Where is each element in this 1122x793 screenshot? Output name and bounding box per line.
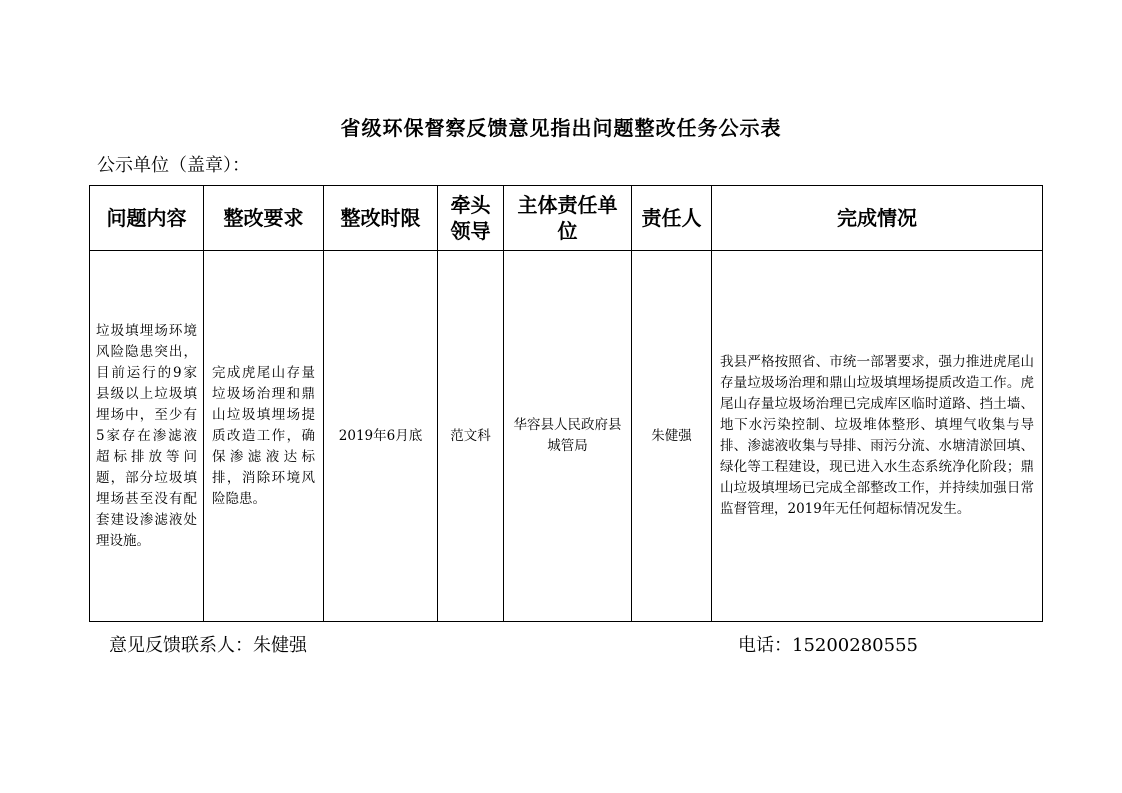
header-unit-text: 主体责任单位: [517, 193, 618, 243]
problem-text: 垃圾填埋场环境风险隐患突出，目前运行的9家县级以上垃圾填埋场中，至少有5家存在渗滤液超标排放等问题，部分垃圾填埋场甚至没有配套建设渗滤液处理设施。: [96, 322, 197, 549]
header-problem: 问题内容: [90, 186, 204, 251]
person-text: 朱健强: [651, 427, 692, 444]
header-person: 责任人: [632, 186, 712, 251]
cell-unit: [504, 251, 632, 622]
cell-requirement: [204, 251, 324, 622]
lead-text: 范文科: [450, 427, 491, 444]
cell-deadline: [324, 251, 438, 622]
cell-person: [632, 251, 712, 622]
header-deadline: 整改时限: [324, 186, 438, 251]
publisher-line: 公示单位（盖章）：: [97, 155, 250, 176]
rectification-table: [89, 185, 1043, 622]
unit-text: 华容县人民政府县城管局: [513, 417, 622, 454]
table-header-row: [90, 186, 1043, 251]
feedback-contact: 意见反馈联系人：朱健强: [109, 635, 307, 656]
header-unit: [504, 186, 632, 251]
requirement-text: 完成虎尾山存量垃圾场治理和鼎山垃圾填埋场提质改造工作，确保渗滤液达标排，消除环境风险隐患。: [212, 364, 315, 507]
header-status: 完成情况: [712, 186, 1043, 251]
document-title: 省级环保督察反馈意见指出问题整改任务公示表: [340, 116, 782, 140]
header-requirement: 整改要求: [204, 186, 324, 251]
contact-phone: 电话：15200280555: [738, 635, 918, 656]
header-lead-text: 牵头领导: [450, 193, 491, 243]
status-text: 我县严格按照省、市统一部署要求，强力推进虎尾山存量垃圾场治理和鼎山垃圾填埋场提质改造工作。虎尾山存量垃圾场治理已完成库区临时道路、挡土墙、地下水污染控制、垃圾堆体整形、填埋气收集与导排、渗滤液收集与导排、雨污分流、水塘清淤回填、绿化等工程建设，现已进入水生态系统净化阶段；鼎山垃圾填埋场已完成全部整改工作，并持续加强日常监督管理，2019年无任何超标情况发生。: [720, 354, 1034, 517]
cell-problem: [90, 251, 204, 622]
table-row: [90, 251, 1043, 622]
header-lead: [438, 186, 504, 251]
deadline-text: 2019年6月底: [338, 427, 423, 444]
cell-status: [712, 251, 1043, 622]
cell-lead: [438, 251, 504, 622]
